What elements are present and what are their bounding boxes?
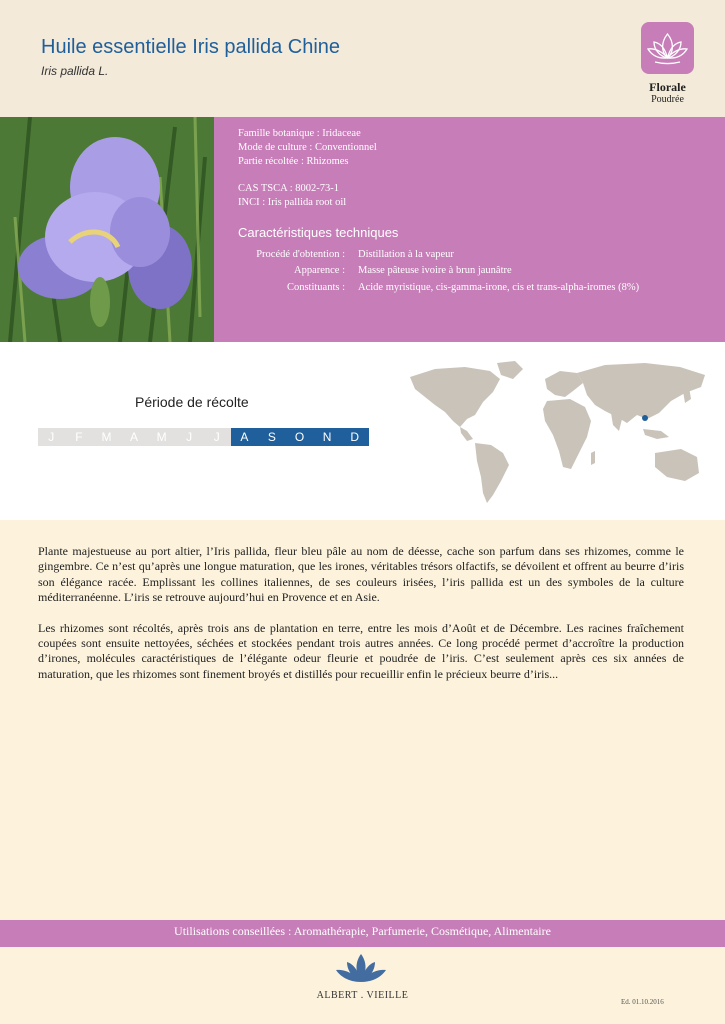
header <box>0 0 725 117</box>
tech-title: Caractéristiques techniques <box>238 225 399 240</box>
tech-value: Acide myristique, cis-gamma-irone, cis et trans-alpha-iromes (8%) <box>358 282 640 293</box>
latin-name: Iris pallida L. <box>41 64 109 78</box>
month-cell: D <box>341 428 369 446</box>
iris-photo <box>0 117 214 342</box>
harvest-section <box>0 342 725 520</box>
tech-label: Constituants : <box>286 282 345 293</box>
month-cell: M <box>93 428 121 446</box>
albert-vieille-logo-icon <box>330 952 392 988</box>
month-cell: M <box>148 428 176 446</box>
month-cell: A <box>121 428 149 446</box>
month-cell: F <box>66 428 94 446</box>
famille-botanique: Famille botanique : Iridaceae <box>238 128 361 139</box>
tech-value: Masse pâteuse ivoire à brun jaunâtre <box>358 265 512 276</box>
cas-number: CAS TSCA : 8002-73-1 <box>238 183 340 194</box>
month-cell: J <box>203 428 231 446</box>
month-cell: J <box>38 428 66 446</box>
edition-date: Ed. 01.10.2016 <box>621 998 664 1006</box>
tech-value: Distillation à la vapeur <box>358 249 454 260</box>
description-paragraph: Les rhizomes sont récoltés, après trois ans de plantation en terre, entre les mois d’Août et de Décembre. Les racines fraîchement coupées sont ensuite nettoyées, séchées et stockées pendant trois autres années. Ce long procédé permet d’accroître la production d’irones, molécules caractéristiques de l’élégante odeur fleurie et poudrée de l’iris. C’est seulement après ces six années de maturation, que les rhizomes sont finement broyés et distillés pour recueillir enfin le précieux beurre d’iris... <box>38 620 684 681</box>
location-marker <box>642 415 648 421</box>
mode-de-culture: Mode de culture : Conventionnel <box>238 142 377 153</box>
description <box>38 544 684 697</box>
brand-name: ALBERT . VIEILLE <box>316 990 409 1001</box>
world-map <box>405 357 715 507</box>
month-cell: J <box>176 428 204 446</box>
category-sub: Poudrée <box>651 94 684 105</box>
month-cell: O <box>286 428 314 446</box>
month-cell: A <box>231 428 259 446</box>
harvest-calendar <box>38 428 369 446</box>
tech-label: Procédé d'obtention : <box>256 249 345 260</box>
info-panel <box>214 117 725 342</box>
description-paragraph: Plante majestueuse au port altier, l’Iris pallida, fleur bleu pâle au nom de déesse, cache son parfum dans ses rhizomes, comme le gingembre. Ce n’est qu’après une longue maturation, que les irones, véritables trésors olfactifs, se dévoilent et offrent au beurre d’iris son élégance racée. Emplissant les collines italiennes, de ses couleurs irisées, l’iris pallida est un des symboles de la culture méditerranéenne. L’iris se retrouve aujourd’hui en Provence et en Asie. <box>38 544 684 605</box>
tech-label: Apparence : <box>293 265 345 276</box>
inci-name: INCI : Iris pallida root oil <box>238 197 347 208</box>
harvest-title: Période de récolte <box>135 394 249 410</box>
month-cell: S <box>259 428 287 446</box>
lotus-icon <box>641 22 694 74</box>
partie-recoltee: Partie récoltée : Rhizomes <box>238 156 349 167</box>
page-title: Huile essentielle Iris pallida Chine <box>41 36 341 58</box>
month-cell: N <box>314 428 342 446</box>
usage-banner: Utilisations conseillées : Aromathérapie, Parfumerie, Cosmétique, Alimentaire <box>0 920 725 947</box>
category-label: Florale <box>649 80 686 94</box>
